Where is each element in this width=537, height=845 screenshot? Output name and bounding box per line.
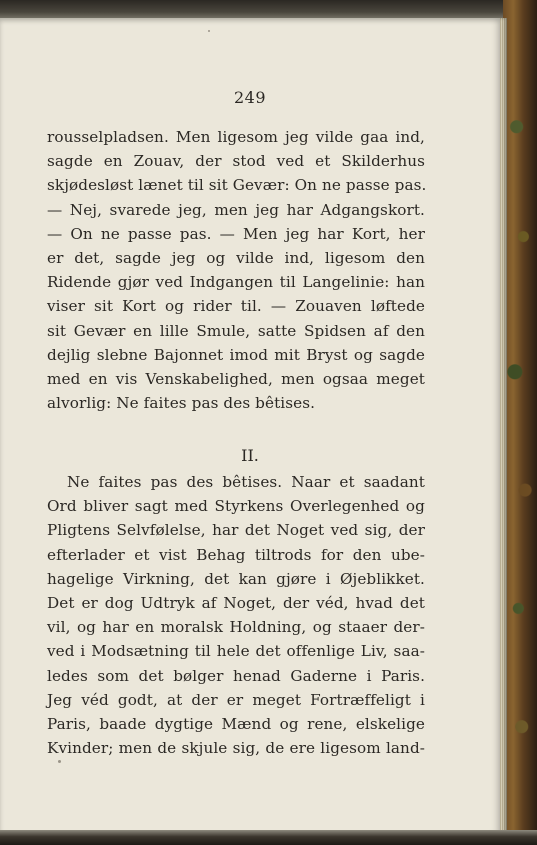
text-line: Kvinder; men de skjule sig, de ere ligesom land- (47, 739, 425, 758)
page-number: 249 (233, 88, 267, 107)
text-line: alvorlig: Ne faites pas des bêtises. (47, 394, 316, 413)
text-line: rousselpladsen. Men ligesom jeg vilde gaa ind, (47, 128, 425, 146)
paragraph-1 (47, 125, 425, 415)
book-cover-edge (503, 0, 537, 845)
text-line: Ridende gjør ved Indgangen til Langelinie: han (47, 273, 425, 292)
text-line: Paris, baade dygtige Mænd og rene, elskelige (47, 714, 425, 733)
text-line: efterlader et vist Behag tiltrods for den ube- (47, 545, 425, 564)
bottom-page-shadow (0, 830, 537, 845)
text-line: Pligtens Selvfølelse, har det Noget ved sig, der (47, 521, 425, 540)
text-line: Ne faites pas des bêtises. Naar et saadant (67, 473, 425, 491)
text-line: ledes som det bølger henad Gaderne i Paris. (47, 666, 425, 685)
text-line: ved i Modsætning til hele det offenlige Liv, saa- (47, 642, 425, 661)
paper-speck (208, 30, 210, 32)
printed-page (0, 18, 500, 835)
text-line: vil, og har en moralsk Holdning, og staaer der- (47, 618, 425, 637)
text-line: viser sit Kort og rider til. — Zouaven løftede (47, 297, 425, 316)
text-line: — Nej, svarede jeg, men jeg har Adgangskort. (47, 200, 425, 219)
text-line: sit Gevær en lille Smule, satte Spidsen af den (47, 321, 425, 340)
text-line: dejlig slebne Bajonnet imod mit Bryst og sagde (47, 345, 425, 364)
text-line: med en vis Venskabelighed, men ogsaa meget (47, 369, 425, 388)
text-line: Jeg véd godt, at der er meget Fortræffeligt i (47, 690, 425, 709)
text-line: Ord bliver sagt med Styrkens Overlegenhed og (47, 497, 425, 516)
text-line: er det, sagde jeg og vilde ind, ligesom den (47, 248, 425, 267)
text-line: skjødesløst lænet til sit Gevær: On ne passe pas. (47, 176, 427, 195)
paragraph-2 (47, 470, 425, 760)
text-line: sagde en Zouav, der stod ved et Skilderhus (47, 152, 425, 171)
text-line: — On ne passe pas. — Men jeg har Kort, her (47, 224, 425, 243)
text-line: Det er dog Udtryk af Noget, der véd, hvad det (47, 593, 425, 612)
text-line: hagelige Virkning, det kan gjøre i Øjeblikket. (47, 569, 425, 588)
section-heading: II. (241, 446, 259, 465)
paper-speck (58, 760, 61, 763)
